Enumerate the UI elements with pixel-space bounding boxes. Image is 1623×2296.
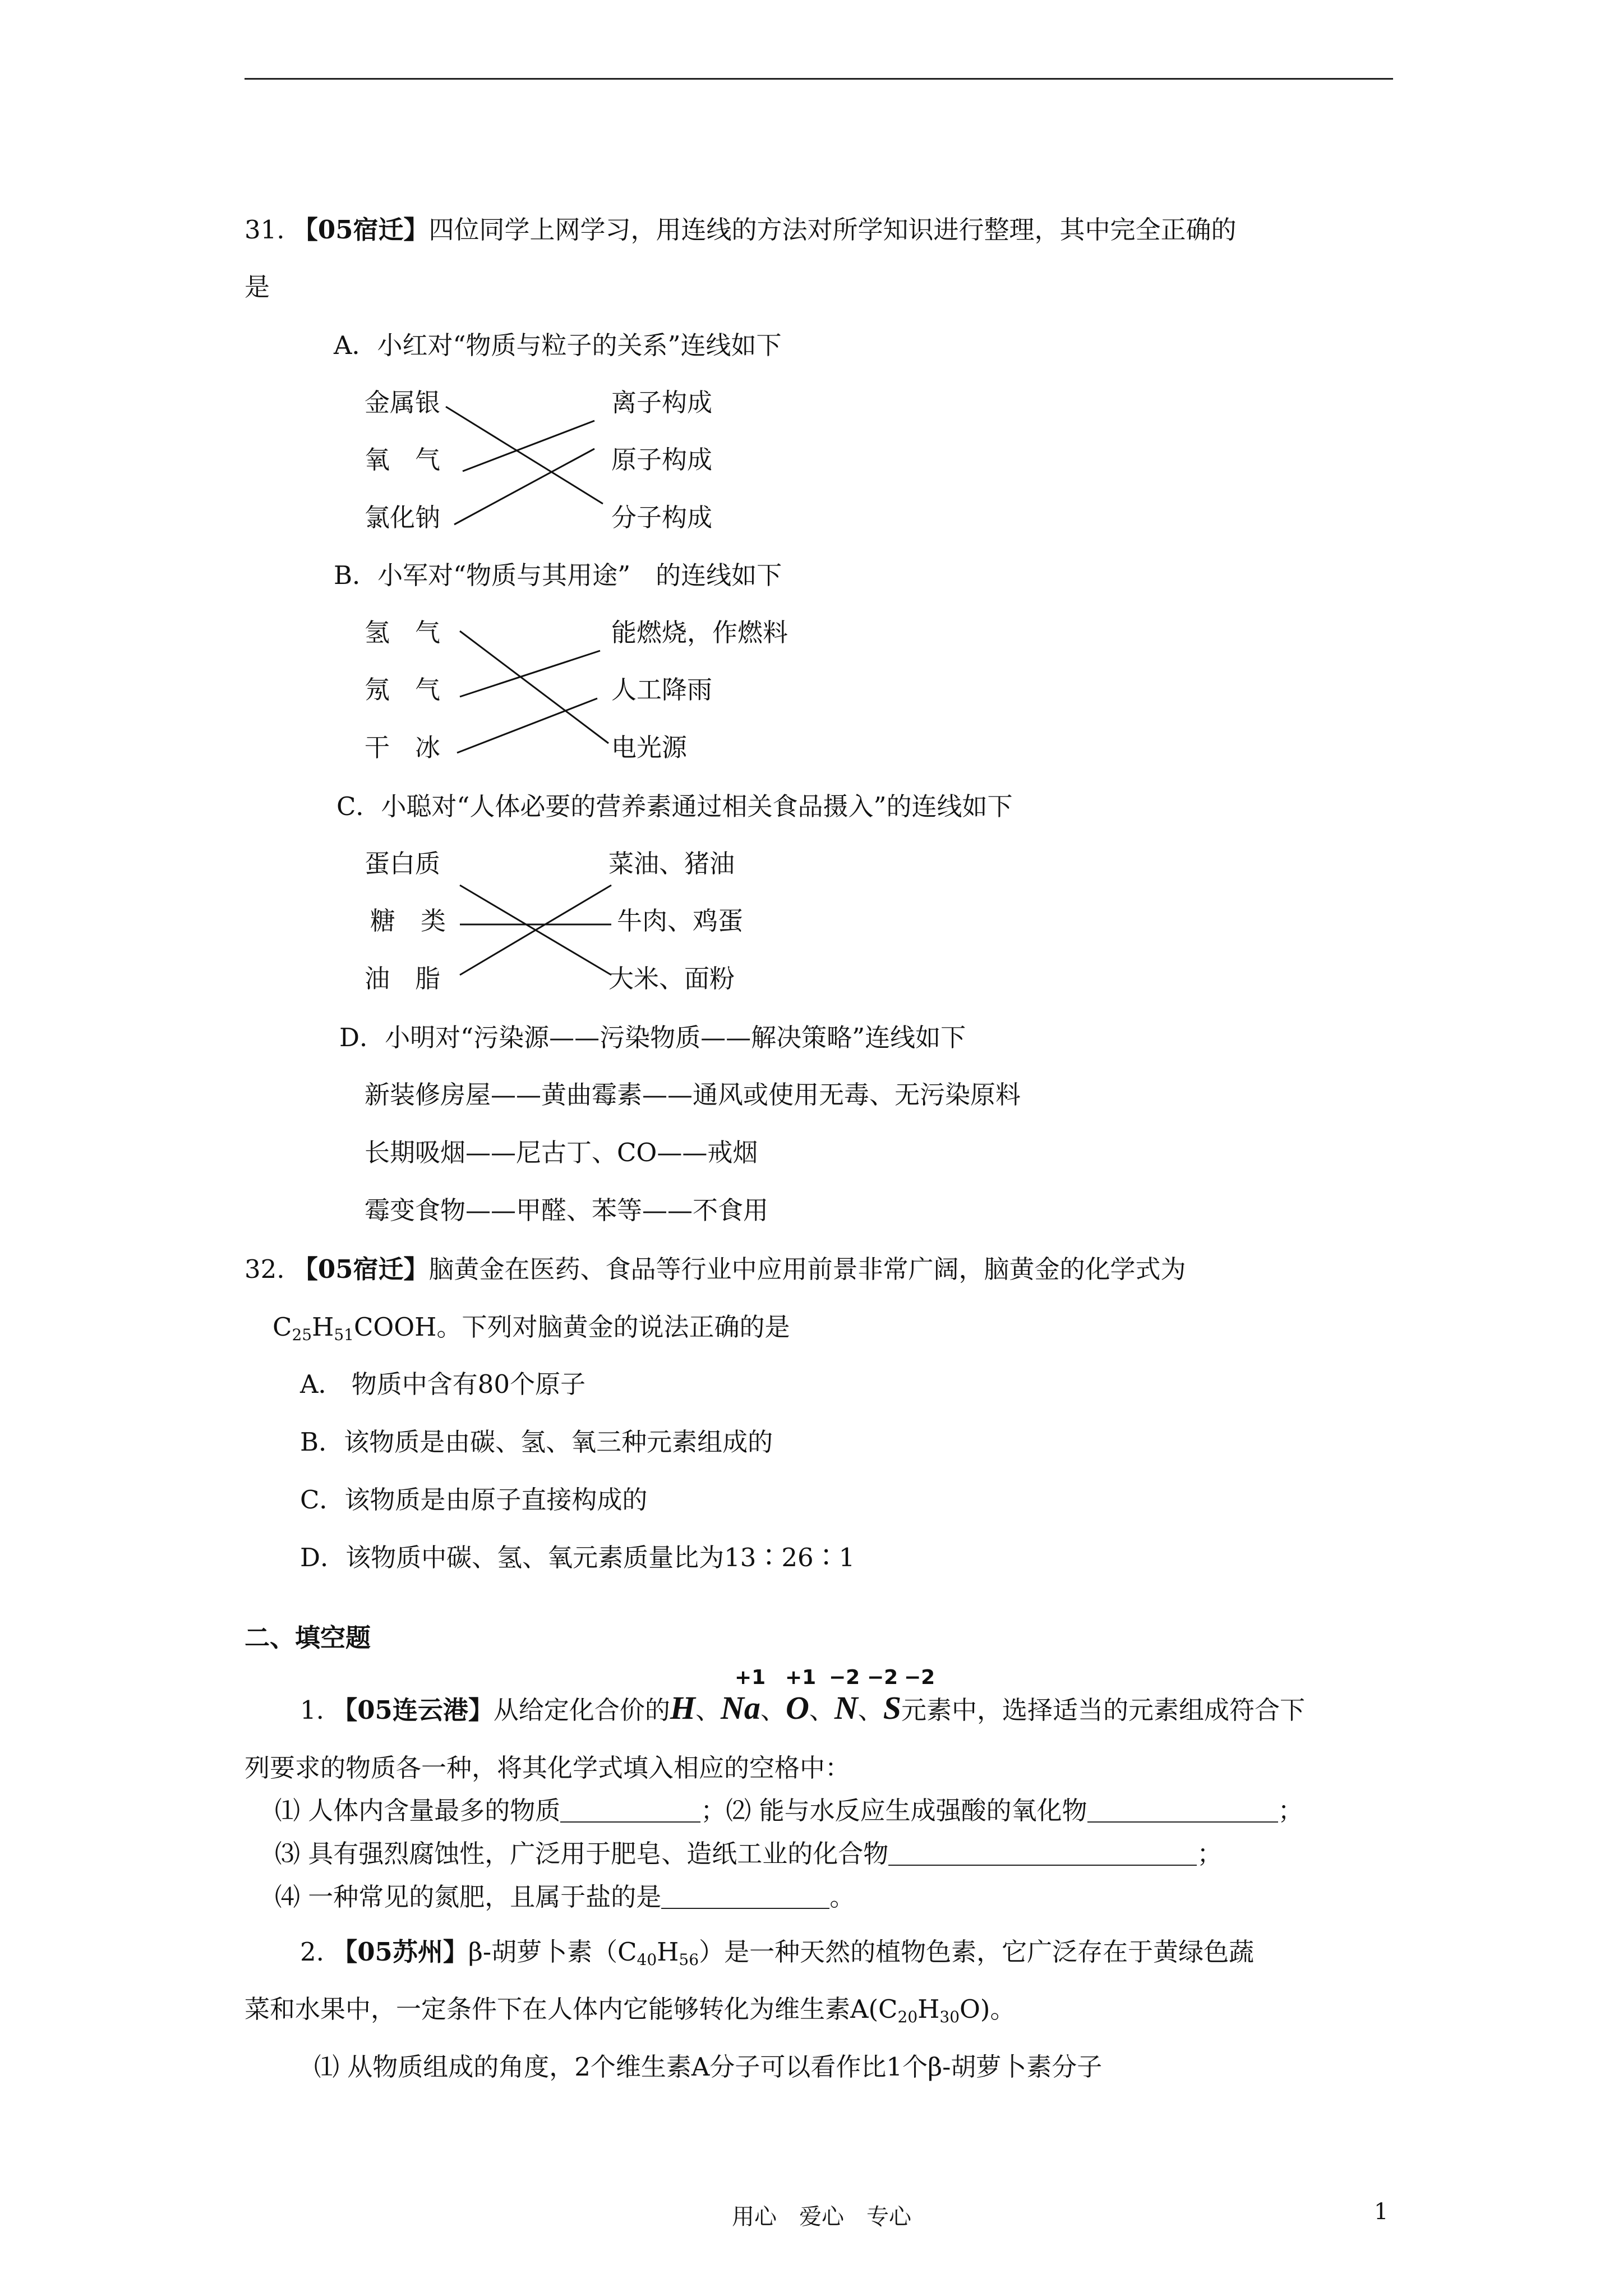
q31-option-d-label: D．小明对“污染源——污染物质——解决策略”连线如下 xyxy=(339,1023,966,1052)
valence-s: −2 xyxy=(904,1666,935,1689)
q31-stem-line2: 是 xyxy=(245,272,270,302)
line-b-2 xyxy=(460,651,600,697)
q31-a-right-1: 离子构成 xyxy=(611,388,713,417)
q31-option-b-label: B．小军对“物质与其用途” 的连线如下 xyxy=(334,560,782,590)
q32-stem-line2: $C_{25}H_{51}COOH$。下列对脑黄金的说法正确的是 xyxy=(273,1312,790,1344)
q31-b-left-2: 氖 气 xyxy=(365,675,441,705)
q31-c-right-3: 大米、面粉 xyxy=(608,964,735,993)
s2-q1-item-3: ⑶ 具有强烈腐蚀性，广泛用于肥皂、造纸工业的化合物 ； xyxy=(275,1839,1223,1869)
q31-a-right-3: 分子构成 xyxy=(611,503,713,532)
blank-3[interactable] xyxy=(888,1843,1197,1866)
valence-n: −2 xyxy=(867,1666,898,1689)
s2-q1-stem-line1: 1. 【05连云港】从给定化合价的H、Na、O、N、S元素中，选择适当的元素组成符合下 xyxy=(300,1690,1306,1726)
s2-q1-stem-line2: 列要求的物质各一种，将其化学式填入相应的空格中： xyxy=(245,1753,851,1783)
line-b-3 xyxy=(457,698,597,753)
q31-d-row-3: 霉变食物——甲醛、苯等——不食用 xyxy=(365,1195,769,1225)
line-a-2 xyxy=(463,421,594,471)
line-b-1 xyxy=(460,631,608,743)
section-title: 二、填空题 xyxy=(245,1623,371,1653)
q31-b-left-1: 氢 气 xyxy=(365,618,441,647)
s2-q2-subquestion-1: ⑴ 从物质组成的角度，2个维生素A分子可以看作比1个β-胡萝卜素分子 xyxy=(314,2052,1103,2082)
blank-2[interactable] xyxy=(1087,1800,1278,1823)
q32-option-a: A． 物质中含有80个原子 xyxy=(300,1369,586,1399)
blank-4[interactable] xyxy=(661,1887,829,1909)
page-number: 1 xyxy=(1374,2199,1389,2225)
q31-c-left-3: 油 脂 xyxy=(365,964,441,993)
q32-option-b: B．该物质是由碳、氢、氧三种元素组成的 xyxy=(300,1427,773,1457)
q31-c-right-2: 牛肉、鸡蛋 xyxy=(617,906,744,936)
s2-q2-line1: 2. 【05苏州】β-胡萝卜素$(C_{40}H_{56})$是一种天然的植物色素，它广泛存在于黄绿色蔬 xyxy=(300,1937,1255,1969)
q31-c-right-1: 菜油、猪油 xyxy=(608,849,735,878)
valence-o: −2 xyxy=(829,1666,860,1689)
q32-option-d: D．该物质中碳、氢、氧元素质量比为13∶26∶1 xyxy=(300,1543,855,1572)
q31-c-left-1: 蛋白质 xyxy=(365,849,441,878)
q31-b-right-1: 能燃烧，作燃料 xyxy=(611,618,789,647)
valence-h: +1 xyxy=(735,1666,766,1689)
q31-b-right-2: 人工降雨 xyxy=(611,675,713,705)
q31-d-row-2: 长期吸烟——尼古丁、CO——戒烟 xyxy=(365,1138,758,1167)
q31-option-c-label: C．小聪对“人体必要的营养素通过相关食品摄入”的连线如下 xyxy=(336,792,1013,821)
q31-c-left-2: 糖 类 xyxy=(370,906,446,936)
q31-a-left-3: 氯化钠 xyxy=(365,503,441,532)
q31-a-right-2: 原子构成 xyxy=(611,445,713,475)
q31-option-a-label: A．小红对“物质与粒子的关系”连线如下 xyxy=(334,330,782,360)
line-a-1 xyxy=(446,407,603,504)
q32-option-c: C．该物质是由原子直接构成的 xyxy=(300,1485,648,1515)
q32-formula: $C_{25}H_{51}COOH$ xyxy=(273,1312,437,1344)
q31-a-left-1: 金属银 xyxy=(365,388,441,417)
blank-1[interactable] xyxy=(560,1800,700,1823)
q31-stem-line1: 31. 【05宿迁】四位同学上网学习，用连线的方法对所学知识进行整理，其中完全正确的 xyxy=(245,215,1237,245)
s2-q1-item-4: ⑷ 一种常见的氮肥，且属于盐的是 。 xyxy=(275,1882,855,1912)
s2-q2-line2: 菜和水果中，一定条件下在人体内它能够转化为维生素$A(C_{20}H_{30}O)$。 xyxy=(245,1994,1016,2026)
q31-b-right-3: 电光源 xyxy=(611,733,688,762)
footer-motto: 用心 爱心 专心 xyxy=(732,2204,911,2230)
q31-d-row-1: 新装修房屋——黄曲霉素——通风或使用无毒、无污染原料 xyxy=(365,1080,1021,1110)
q32-stem-line1: 32. 【05宿迁】脑黄金在医药、食品等行业中应用前景非常广阔，脑黄金的化学式为 xyxy=(245,1254,1186,1284)
q31-a-left-2: 氧 气 xyxy=(365,445,441,475)
s2-q1-item-1-2: ⑴ 人体内含量最多的物质 ；⑵ 能与水反应生成强酸的氧化物 ； xyxy=(275,1796,1303,1825)
valence-na: +1 xyxy=(785,1666,817,1689)
line-a-3 xyxy=(454,449,594,524)
q31-b-left-3: 干 冰 xyxy=(365,733,441,762)
